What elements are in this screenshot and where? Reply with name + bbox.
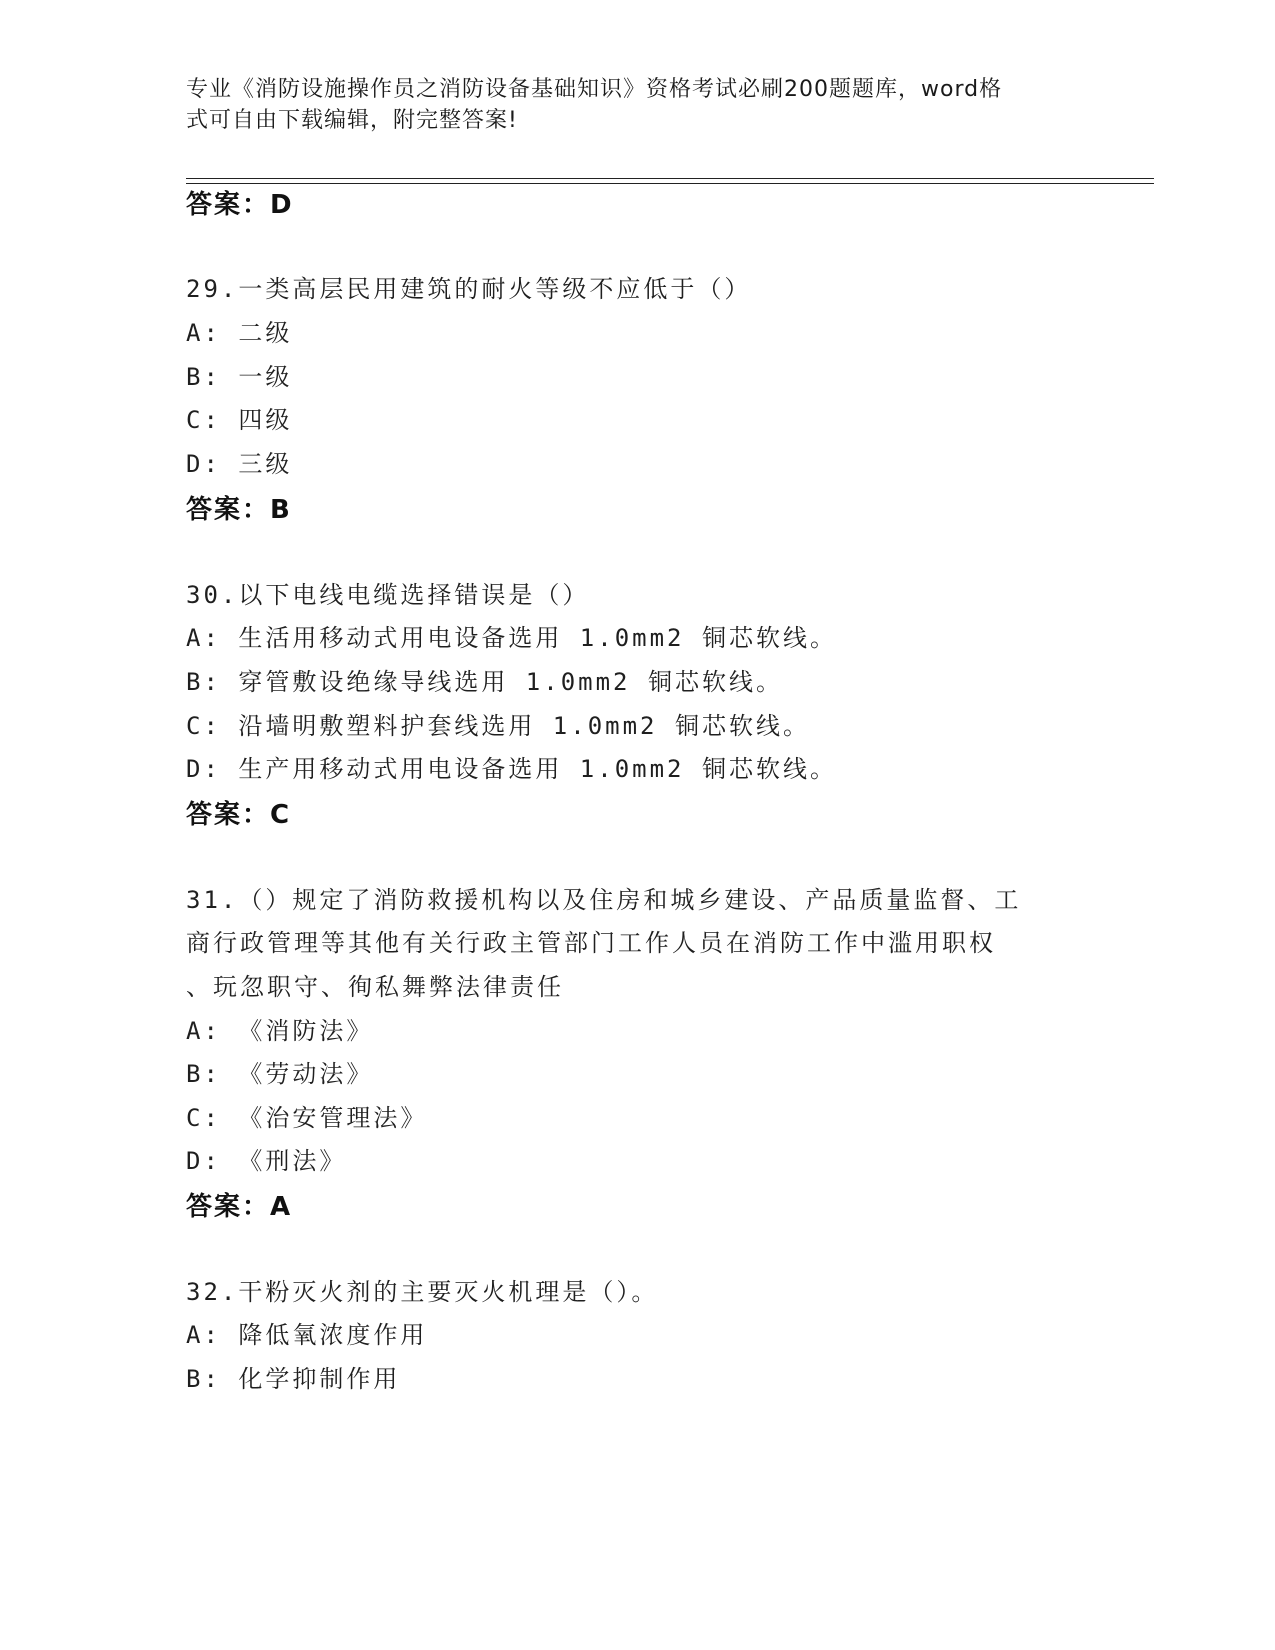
answer-previous: 答案：D — [186, 190, 294, 220]
q30-option-a: A: 生活用移动式用电设备选用 1.0mm2 铜芯软线。 — [186, 624, 837, 652]
header-line-1: 专业《消防设施操作员之消防设备基础知识》资格考试必刷200题题库，word格 — [186, 77, 1003, 102]
q30-option-c: C: 沿墙明敷塑料护套线选用 1.0mm2 铜芯软线。 — [186, 712, 810, 740]
q30-option-d: D: 生产用移动式用电设备选用 1.0mm2 铜芯软线。 — [186, 755, 837, 783]
q29-question: 29.一类高层民用建筑的耐火等级不应低于（） — [186, 275, 752, 303]
header-divider-top — [186, 178, 1154, 179]
q30-question: 30.以下电线电缆选择错误是（） — [186, 581, 590, 609]
q31-question-line-3: 、玩忽职守、徇私舞弊法律责任 — [186, 973, 564, 1001]
q32-option-b: B: 化学抑制作用 — [186, 1365, 401, 1393]
q29-option-b: B: 一级 — [186, 363, 293, 391]
q31-option-d: D: 《刑法》 — [186, 1147, 347, 1175]
q32-question: 32.干粉灭火剂的主要灭火机理是（）。 — [186, 1278, 659, 1306]
q31-question-line-2: 商行政管理等其他有关行政主管部门工作人员在消防工作中滥用职权 — [186, 929, 996, 957]
header-divider-bottom — [186, 183, 1154, 184]
q31-option-a: A: 《消防法》 — [186, 1017, 374, 1045]
q31-option-c: C: 《治安管理法》 — [186, 1104, 428, 1132]
q31-question-line-1: 31.（）规定了消防救援机构以及住房和城乡建设、产品质量监督、工 — [186, 886, 1022, 914]
q31-answer: 答案：A — [186, 1192, 293, 1222]
q29-answer: 答案：B — [186, 495, 292, 525]
q32-option-a: A: 降低氧浓度作用 — [186, 1321, 428, 1349]
header-line-2: 式可自由下载编辑，附完整答案! — [186, 108, 518, 133]
q31-option-b: B: 《劳动法》 — [186, 1060, 374, 1088]
q29-option-a: A: 二级 — [186, 319, 293, 347]
q30-answer: 答案：C — [186, 800, 292, 830]
q30-option-b: B: 穿管敷设绝缘导线选用 1.0mm2 铜芯软线。 — [186, 668, 783, 696]
q29-option-c: C: 四级 — [186, 406, 293, 434]
document-header — [186, 74, 1066, 136]
q29-option-d: D: 三级 — [186, 450, 293, 478]
